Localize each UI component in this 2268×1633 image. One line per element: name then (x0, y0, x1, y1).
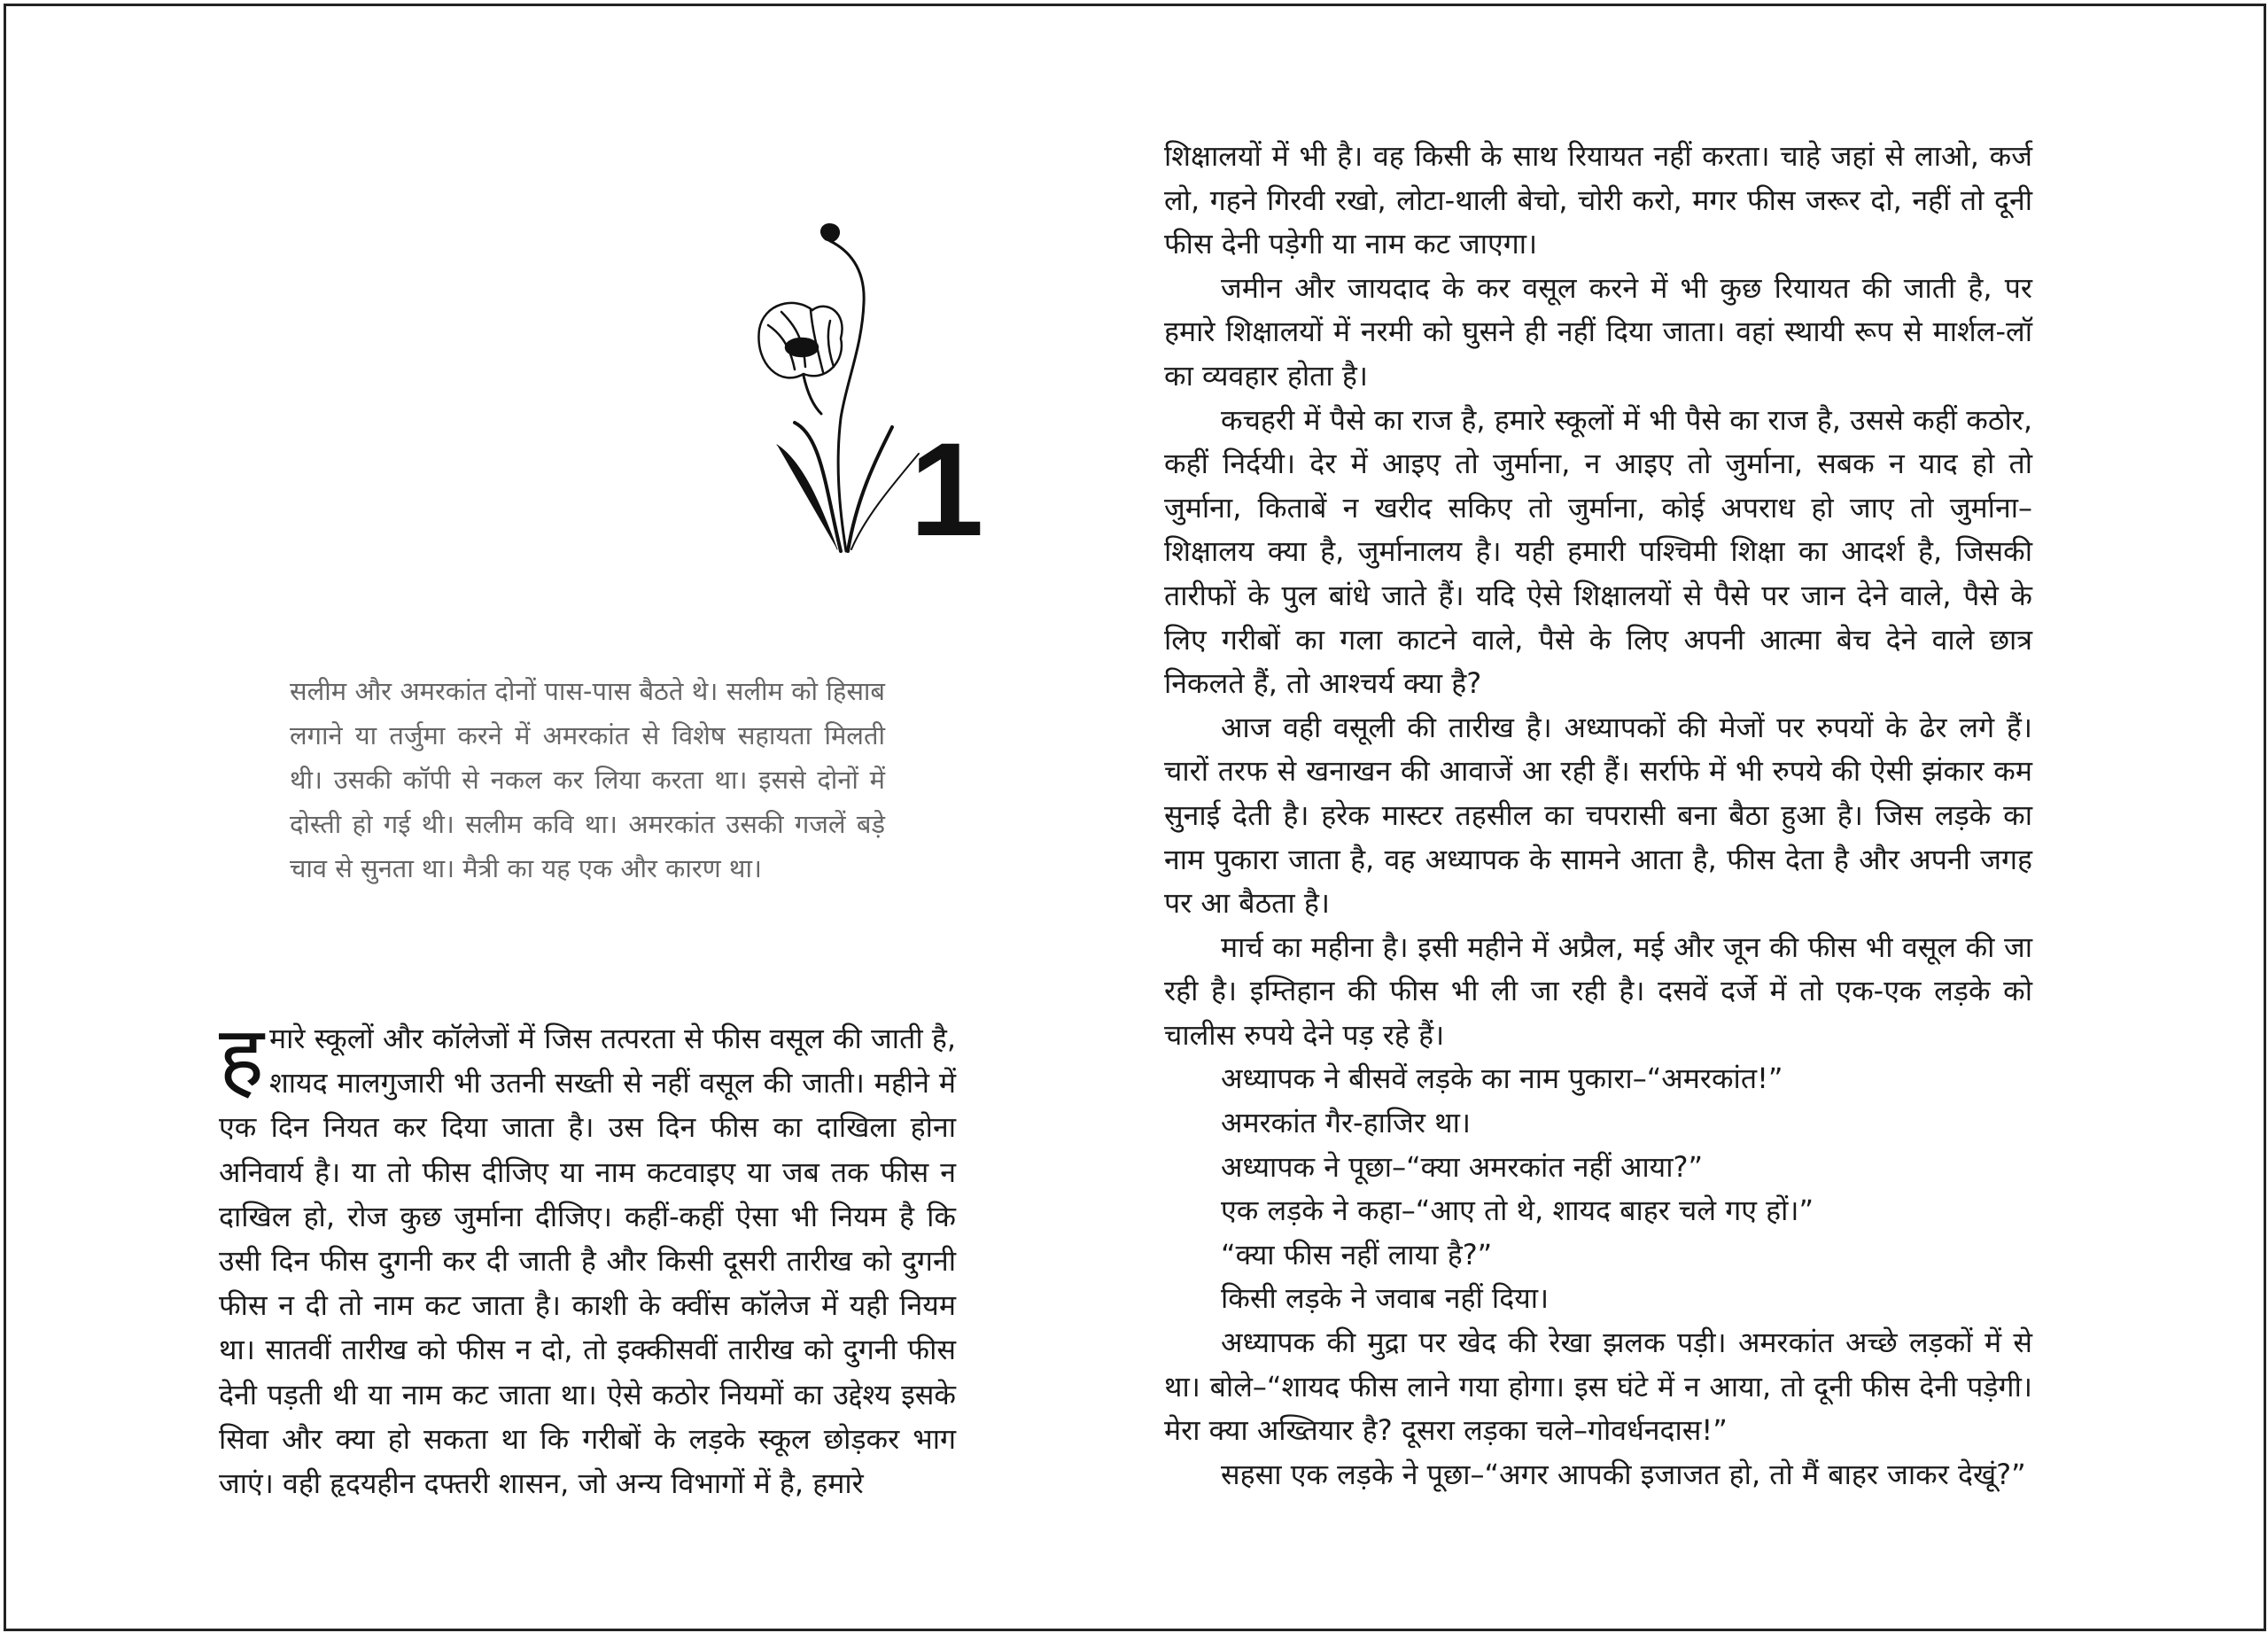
dialogue-line: किसी लड़के ने जवाब नहीं दिया। (1221, 1281, 1550, 1316)
paragraph: कचहरी में पैसे का राज है, हमारे स्कूलों में भी पैसे का राज है, उससे कहीं कठोर, कहीं निर्दयी। देर में आइए तो जुर्माना, न आइए तो जुर्माना, सबक न याद हो तो जुर्माना, किताबें न खरीद सकिए तो जुर्माना, कोई अपराध हो जाए तो जुर्माना–शिक्षालय क्या है, जुर्मानालय है। यही हमारी पश्चिमी शिक्षा का आदर्श है, जिसकी तारीफों के पुल बांधे जाते हैं। यदि ऐसे शिक्षालयों से पैसे पर जान देने वाले, पैसे के लिए गरीबों का गला काटने वाले, पैसे के लिए अपनी आत्मा बेच देने वाले छात्र निकलते हैं, तो आश्चर्य क्या है? (1164, 402, 2032, 701)
book-spread (4, 4, 2266, 1631)
paragraph: अध्यापक की मुद्रा पर खेद की रेखा झलक पड़ी। अमरकांत अच्छे लड़कों में से था। बोले–“शायद फीस लाने गया होगा। इस घंटे में न आया, तो दूनी फीस देनी पड़ेगी। मेरा क्या अख्तियार है? दूसरा लड़का चले–गोवर्धनदास!” (1164, 1326, 2032, 1448)
dialogue-line: अमरकांत गैर-हाजिर था। (1221, 1106, 1472, 1140)
drop-cap: ह (219, 1007, 264, 1107)
right-page-text (1164, 135, 2032, 1497)
chapter-opening-paragraph (219, 1007, 956, 1505)
opening-text: मारे स्कूलों और कॉलेजों में जिस तत्परता से फीस वसूल की जाती है, शायद मालगुजारी भी उतनी सख्ती से नहीं वसूल की जाती। महीने में एक दिन नियत कर दिया जाता है। उस दिन फीस का दाखिला होना अनिवार्य है। या तो फीस दीजिए या नाम कटवाइए या जब तक फीस न दाखिल हो, रोज कुछ जुर्माना दीजिए। कहीं-कहीं ऐसा भी नियम है कि उसी दिन फीस दुगनी कर दी जाती है और किसी दूसरी तारीख को दुगनी फीस न दी तो नाम कट जाता है। काशी के क्वींस कॉलेज में यही नियम था। सातवीं तारीख को फीस न दो, तो इक्कीसवीं तारीख को दुगनी फीस देनी पड़ती थी या नाम कट जाता था। ऐसे कठोर नियमों का उद्देश्य इसके सिवा और क्या हो सकता था कि गरीबों के लड़के स्कूल छोड़कर भाग जाएं। वही हृदयहीन दफ्तरी शासन, जो अन्य विभागों में है, हमारे (219, 1022, 956, 1501)
chapter-number: 1 (910, 415, 984, 564)
paragraph: जमीन और जायदाद के कर वसूल करने में भी कुछ रियायत की जाती है, पर हमारे शिक्षालयों में नरमी को घुसने ही नहीं दिया जाता। वहां स्थायी रूप से मार्शल-लॉ का व्यवहार होता है। (1164, 270, 2032, 393)
right-page (1122, 6, 2264, 1629)
dialogue-line: एक लड़के ने कहा–“आए तो थे, शायद बाहर चले गए हों।” (1221, 1194, 1814, 1228)
paragraph: शिक्षालयों में भी है। वह किसी के साथ रियायत नहीं करता। चाहे जहां से लाओ, कर्ज लो, गहने गिरवी रखो, लोटा-थाली बेचो, चोरी करो, मगर फीस जरूर दो, नहीं तो दूनी फीस देनी पड़ेगी या नाम कट जाएगा। (1164, 139, 2032, 261)
paragraph: सहसा एक लड़के ने पूछा–“अगर आपकी इजाजत हो, तो मैं बाहर जाकर देखूं?” (1221, 1457, 2026, 1491)
dialogue-line: अध्यापक ने पूछा–“क्या अमरकांत नहीं आया?” (1221, 1149, 1704, 1184)
paragraph: आज वही वसूली की तारीख है। अध्यापकों की मेजों पर रुपयों के ढेर लगे हैं। चारों तरफ से खनाखन की आवाजें आ रही हैं। सर्राफे में भी रुपये की ऐसी झंकार कम सुनाई देती है। हरेक मास्टर तहसील का चपरासी बना बैठा हुआ है। जिस लड़के का नाम पुकारा जाता है, वह अध्यापक के सामने आता है, फीस देता है और अपनी जगह पर आ बैठता है। (1164, 710, 2032, 921)
dialogue-line: “क्या फीस नहीं लाया है?” (1221, 1237, 1493, 1271)
left-page (6, 6, 1122, 1629)
dialogue-line: अध्यापक ने बीसवें लड़के का नाम पुकारा–“अमरकांत!” (1221, 1061, 1783, 1096)
chapter-synopsis: सलीम और अमरकांत दोनों पास-पास बैठते थे। सलीम को हिसाब लगाने या तर्जुमा करने में अमरकांत से विशेष सहायता मिलती थी। उसकी कॉपी से नकल कर लिया करता था। इससे दोनों में दोस्ती हो गई थी। सलीम कवि था। अमरकांत उसकी गजलें बड़े चाव से सुनता था। मैत्री का यह एक और कारण था। (290, 676, 885, 883)
paragraph: मार्च का महीना है। इसी महीने में अप्रैल, मई और जून की फीस भी वसूल की जा रही है। इम्तिहान की फीस भी ली जा रही है। दसवें दर्जे में तो एक-एक लड़के को चालीस रुपये देने पड़ रहे हैं। (1164, 929, 2032, 1052)
poppy-flower-icon (742, 214, 936, 560)
